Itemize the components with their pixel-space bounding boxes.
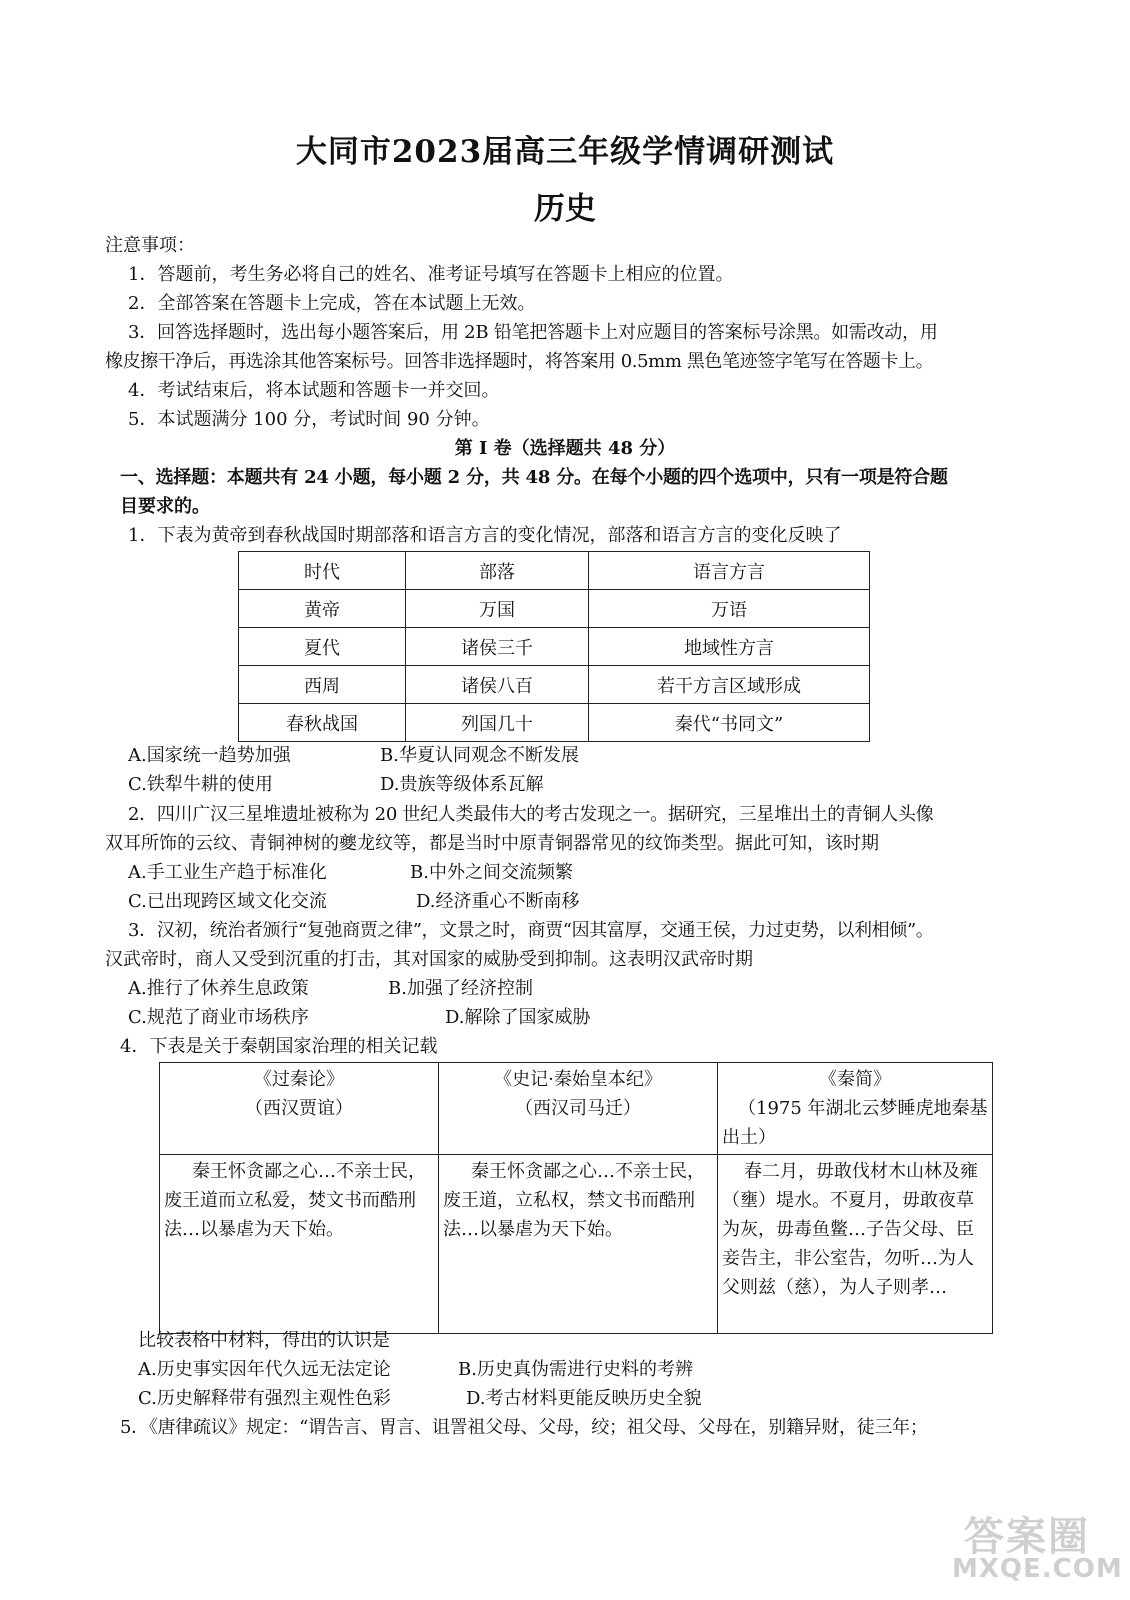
table-cell: 秦代“书同文” xyxy=(589,704,870,742)
q1-table xyxy=(238,551,870,742)
section-title: 第 I 卷（选择题共 48 分） xyxy=(454,438,676,459)
table-cell: 万国 xyxy=(406,590,589,628)
table-cell: 春秋战国 xyxy=(239,704,406,742)
q3-option-d: D.解除了国家威胁 xyxy=(445,1007,591,1028)
q2-option-d: D.经济重心不断南移 xyxy=(416,891,580,912)
q4-stem: 4．下表是关于秦朝国家治理的相关记载 xyxy=(120,1036,438,1057)
notice-item: 4．考试结束后，将本试题和答题卡一并交回。 xyxy=(128,380,500,401)
q2-option-b: B.中外之间交流频繁 xyxy=(410,862,573,883)
table-row xyxy=(160,1155,993,1334)
q4-option-c: C.历史解释带有强烈主观性色彩 xyxy=(138,1388,391,1409)
table-cell: 秦王怀贪鄙之心…不亲士民，废王道，立私权，禁文书而酷刑法…以暴虐为天下始。 xyxy=(439,1155,718,1334)
notice-item: 3．回答选择题时，选出每小题答案后，用 2B 铅笔把答题卡上对应题目的答案标号涂黑。如需改动，用 xyxy=(128,322,938,343)
watermark-url: MXQE.COM xyxy=(952,1554,1123,1584)
table-cell: 西周 xyxy=(239,666,406,704)
table-header-cell xyxy=(160,1063,439,1155)
q1-option-a: A.国家统一趋势加强 xyxy=(128,745,291,766)
q3-option-a: A.推行了休养生息政策 xyxy=(128,978,309,999)
source-title: 《过秦论》 xyxy=(254,1069,344,1090)
q4-question: 比较表格中材料，得出的认识是 xyxy=(138,1330,390,1351)
exam-title: 大同市2023届高三年级学情调研测试 xyxy=(295,134,835,170)
subject-title: 历史 xyxy=(534,191,596,227)
q3-option-b: B.加强了经济控制 xyxy=(388,978,533,999)
q3-option-c: C.规范了商业市场秩序 xyxy=(128,1007,309,1028)
section-instruction: 目要求的。 xyxy=(120,496,210,517)
q2-stem: 2．四川广汉三星堆遗址被称为 20 世纪人类最伟大的考古发现之一。据研究，三星堆出土的青铜人头像 xyxy=(128,804,934,825)
table-row xyxy=(239,628,870,666)
source-author: （西汉贾谊） xyxy=(245,1098,353,1119)
q5-stem: 5．《唐律疏议》规定：“谓告言、胃言、诅詈祖父母、父母，绞；祖父母、父母在，别籍异财，徒三年； xyxy=(120,1417,928,1438)
q4-option-b: B.历史真伪需进行史料的考辨 xyxy=(458,1359,693,1380)
table-header-row xyxy=(160,1063,993,1155)
source-author: （1975 年湖北云梦睡虎地秦基出土） xyxy=(722,1098,988,1148)
table-cell: 列国几十 xyxy=(406,704,589,742)
q1-stem: 1．下表为黄帝到春秋战国时期部落和语言方言的变化情况，部落和语言方言的变化反映了 xyxy=(128,525,842,546)
source-title: 《史记·秦始皇本纪》 xyxy=(494,1069,662,1090)
q2-option-c: C.已出现跨区域文化交流 xyxy=(128,891,327,912)
table-cell: 若干方言区域形成 xyxy=(589,666,870,704)
q4-table xyxy=(159,1062,993,1334)
table-cell: 秦王怀贪鄙之心…不亲士民，废王道而立私爱，焚文书而酷刑法…以暴虐为天下始。 xyxy=(160,1155,439,1334)
table-row xyxy=(239,590,870,628)
q3-stem: 3．汉初，统治者颁行“复弛商贾之律”，文景之时，商贾“因其富厚，交通王侯，力过吏势，以利相倾”。 xyxy=(128,920,934,941)
table-cell: 诸侯三千 xyxy=(406,628,589,666)
q4-option-d: D.考古材料更能反映历史全貌 xyxy=(466,1388,702,1409)
watermark-logo xyxy=(952,1505,1123,1584)
table-row xyxy=(239,666,870,704)
notice-item: 2．全部答案在答题卡上完成，答在本试题上无效。 xyxy=(128,293,536,314)
table-cell: 春二月，毋敢伐材木山林及雍（壅）堤水。不夏月，毋敢夜草为灰，毋毒鱼鳖…子告父母、臣妾告主，非公室告，勿听…为人父则兹（慈），为人子则孝… xyxy=(718,1155,993,1334)
table-header-cell xyxy=(718,1063,993,1155)
source-title: 《秦简》 xyxy=(819,1069,891,1090)
q1-option-c: C.铁犁牛耕的使用 xyxy=(128,774,273,795)
q4-option-a: A.历史事实因年代久远无法定论 xyxy=(138,1359,391,1380)
table-header-cell: 时代 xyxy=(239,552,406,590)
source-author: （西汉司马迁） xyxy=(515,1098,641,1119)
notice-heading: 注意事项： xyxy=(105,235,195,256)
notice-item: 橡皮擦干净后，再选涂其他答案标号。回答非选择题时，将答案用 0.5mm 黑色笔迹签字笔写在答题卡上。 xyxy=(105,351,934,372)
table-header-row xyxy=(239,552,870,590)
table-cell: 地域性方言 xyxy=(589,628,870,666)
q1-option-d: D.贵族等级体系瓦解 xyxy=(380,774,544,795)
table-cell: 万语 xyxy=(589,590,870,628)
table-row xyxy=(239,704,870,742)
q3-stem: 汉武帝时，商人又受到沉重的打击，其对国家的威胁受到抑制。这表明汉武帝时期 xyxy=(105,949,753,970)
table-cell: 诸侯八百 xyxy=(406,666,589,704)
table-cell: 黄帝 xyxy=(239,590,406,628)
table-header-cell: 语言方言 xyxy=(589,552,870,590)
table-cell: 夏代 xyxy=(239,628,406,666)
table-header-cell xyxy=(439,1063,718,1155)
notice-item: 5．本试题满分 100 分，考试时间 90 分钟。 xyxy=(128,409,490,430)
table-header-cell: 部落 xyxy=(406,552,589,590)
q2-option-a: A.手工业生产趋于标准化 xyxy=(128,862,327,883)
notice-item: 1．答题前，考生务必将自己的姓名、准考证号填写在答题卡上相应的位置。 xyxy=(128,264,734,285)
q1-option-b: B.华夏认同观念不断发展 xyxy=(380,745,579,766)
q2-stem: 双耳所饰的云纹、青铜神树的夔龙纹等，都是当时中原青铜器常见的纹饰类型。据此可知，该时期 xyxy=(105,833,879,854)
watermark-text: 答案圈 xyxy=(964,1514,1090,1560)
section-instruction: 一、选择题：本题共有 24 小题，每小题 2 分，共 48 分。在每个小题的四个选项中，只有一项是符合题 xyxy=(120,467,948,488)
